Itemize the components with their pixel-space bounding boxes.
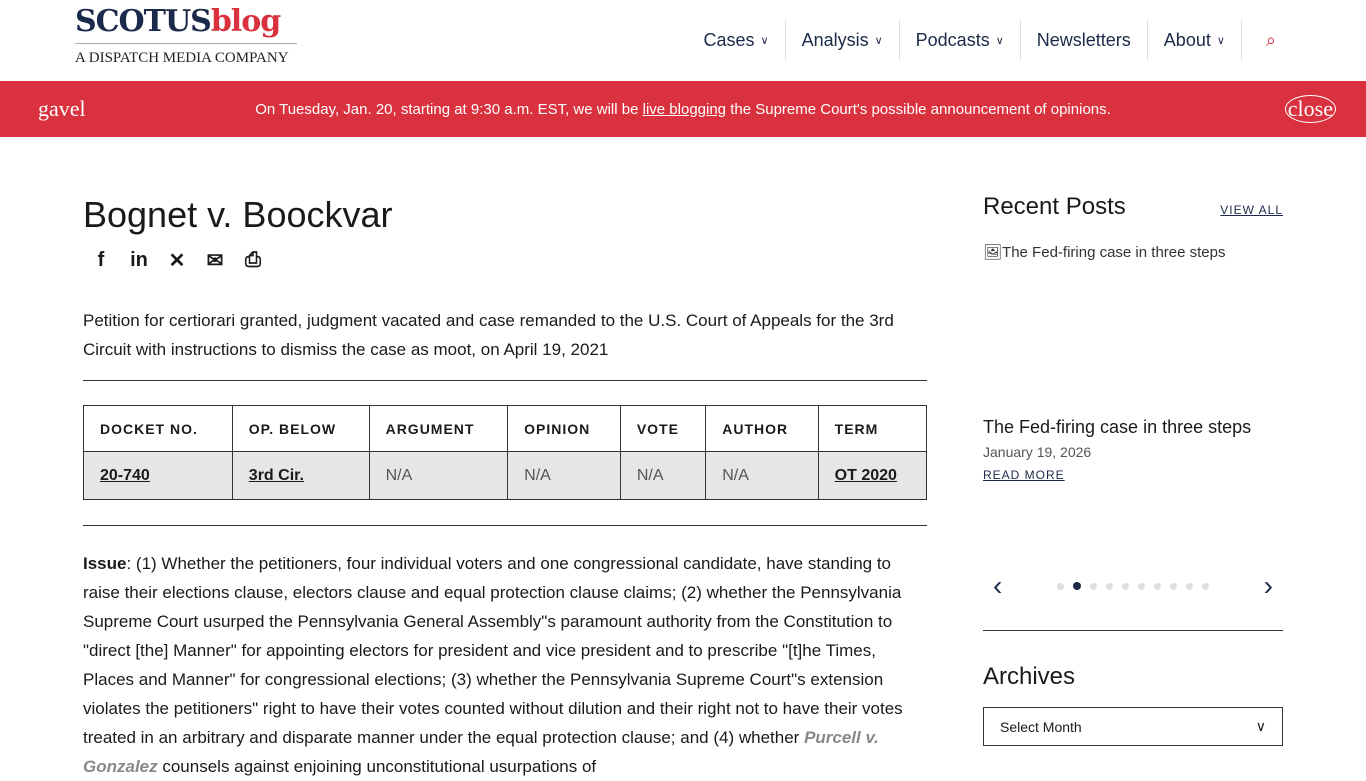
archives-title: Archives [983, 663, 1076, 690]
argument-cell: N/A [369, 452, 508, 500]
sidebar [983, 137, 1283, 746]
opinion-cell: N/A [508, 452, 621, 500]
linkedin-icon[interactable]: in [130, 248, 148, 271]
carousel-dot[interactable] [1057, 583, 1064, 590]
docket-link[interactable]: 20-740 [84, 452, 233, 500]
author-cell: N/A [706, 452, 818, 500]
banner-message [0, 101, 1366, 118]
banner-text: On Tuesday, Jan. 20, starting at 9:30 a.m. EST, we will be [255, 100, 643, 118]
col-header: OP. BELOW [232, 406, 369, 452]
col-header: AUTHOR [706, 406, 818, 452]
carousel-dots [1057, 582, 1209, 590]
carousel-dot[interactable] [1106, 583, 1113, 590]
nav-newsletters[interactable] [1021, 20, 1148, 60]
logo-sub: A DISPATCH MEDIA COMPANY [75, 50, 289, 66]
table-row [84, 452, 927, 500]
chevron-down-icon: ∨ [1216, 34, 1225, 47]
post-image[interactable]: 🖼The Fed-firing case in three steps [983, 244, 1226, 261]
nav-label: Newsletters [1036, 29, 1131, 50]
chevron-down-icon: ∨ [995, 34, 1004, 47]
issue-body: counsels against enjoining unconstitutional usurpations of [157, 757, 597, 776]
col-header: VOTE [620, 406, 705, 452]
chevron-right-icon[interactable]: › [1263, 570, 1273, 601]
nav-label: Podcasts [915, 29, 990, 50]
nav-cases[interactable] [687, 20, 785, 60]
logo-accent: blog [210, 4, 281, 39]
carousel-dot[interactable] [1202, 583, 1209, 590]
nav-label: Analysis [801, 29, 869, 50]
divider [83, 380, 927, 381]
read-more-link[interactable]: READ MORE [983, 468, 1065, 482]
carousel-controls [983, 570, 1283, 602]
divider [83, 525, 927, 526]
site-header [0, 0, 1366, 81]
image-alt-text: The Fed-firing case in three steps [1002, 244, 1226, 261]
carousel-dot[interactable] [1073, 582, 1081, 590]
chevron-down-icon: ∨ [760, 34, 769, 47]
nav-analysis[interactable] [786, 20, 900, 60]
archives-select[interactable] [983, 707, 1283, 746]
recent-posts-header [983, 193, 1283, 221]
facebook-icon[interactable]: f [97, 248, 105, 271]
search-icon[interactable]: ⌕ [1265, 29, 1276, 50]
banner-text: the Supreme Court's possible announcement of opinions. [726, 100, 1111, 118]
main-nav [687, 20, 1276, 60]
announcement-banner [0, 81, 1366, 137]
view-all-link[interactable]: VIEW ALL [1220, 203, 1283, 217]
print-icon[interactable]: ⎙ [245, 248, 261, 271]
chevron-down-icon: ∨ [1255, 718, 1266, 734]
carousel-dot[interactable] [1170, 583, 1177, 590]
logo[interactable] [75, 4, 297, 67]
live-blog-link[interactable]: live blogging [642, 100, 727, 118]
post-date: January 19, 2026 [983, 444, 1092, 460]
issue-label: Issue [83, 554, 127, 573]
carousel-dot[interactable] [1122, 583, 1129, 590]
logo-main: SCOTUS [75, 4, 211, 39]
case-description: Petition for certiorari granted, judgment vacated and case remanded to the U.S. Court of Appeals for the 3rd Circuit with instructions to dismiss the case as moot, on April 19, 2021 [83, 311, 894, 359]
carousel-dot[interactable] [1090, 583, 1097, 590]
vote-cell: N/A [620, 452, 705, 500]
col-header: DOCKET NO. [84, 406, 233, 452]
issue-text [83, 549, 927, 781]
case-content [83, 137, 927, 781]
carousel-dot[interactable] [1138, 583, 1145, 590]
nav-label: Cases [703, 29, 755, 50]
op-below-link[interactable]: 3rd Cir. [232, 452, 369, 500]
select-value: Select Month [1000, 718, 1082, 735]
col-header: ARGUMENT [369, 406, 508, 452]
logo-rule [75, 43, 297, 44]
carousel-dot[interactable] [1186, 583, 1193, 590]
post-title[interactable]: The Fed-firing case in three steps [983, 417, 1252, 437]
col-header: OPINION [508, 406, 621, 452]
nav-about[interactable] [1148, 20, 1242, 60]
issue-body: : (1) Whether the petitioners, four individual voters and one congressional candidate, have standing to raise their elections clause, electors clause and equal protection clause claims; (2) whether the Pennsylvania Supreme Court usurped the Pennsylvania General Assembly"s paramount authority from the Constitution to "direct [the] Manner" for appointing electors for president and vice president and to prescribe "[t]he Times, Places and Manner" for congressional elections; (3) whether the Pennsylvania Supreme Court"s extension violates the petitioners" right to have their votes counted without dilution and their right not to have their votes treated in an arbitrary and disparate manner under the equal protection clause; and (4) whether [83, 554, 903, 747]
nav-podcasts[interactable] [900, 20, 1021, 60]
purcell-link[interactable]: Purcell v. Gonzalez [83, 728, 879, 776]
col-header: TERM [818, 406, 926, 452]
case-info-table [83, 405, 927, 500]
email-icon[interactable]: ✉ [206, 249, 224, 272]
term-link[interactable]: OT 2020 [818, 452, 926, 500]
close-icon[interactable]: close [1285, 95, 1336, 123]
x-icon[interactable]: ✕ [168, 249, 186, 272]
table-header-row [84, 406, 927, 452]
chevron-left-icon[interactable]: ‹ [993, 570, 1003, 601]
gavel-icon: gavel [38, 96, 86, 121]
nav-label: About [1163, 29, 1211, 50]
chevron-down-icon: ∨ [874, 34, 883, 47]
share-bar [89, 248, 927, 272]
divider [983, 630, 1283, 631]
page-title: Bognet v. Boockvar [83, 194, 393, 235]
carousel-dot[interactable] [1154, 583, 1161, 590]
recent-posts-title: Recent Posts [983, 193, 1126, 220]
